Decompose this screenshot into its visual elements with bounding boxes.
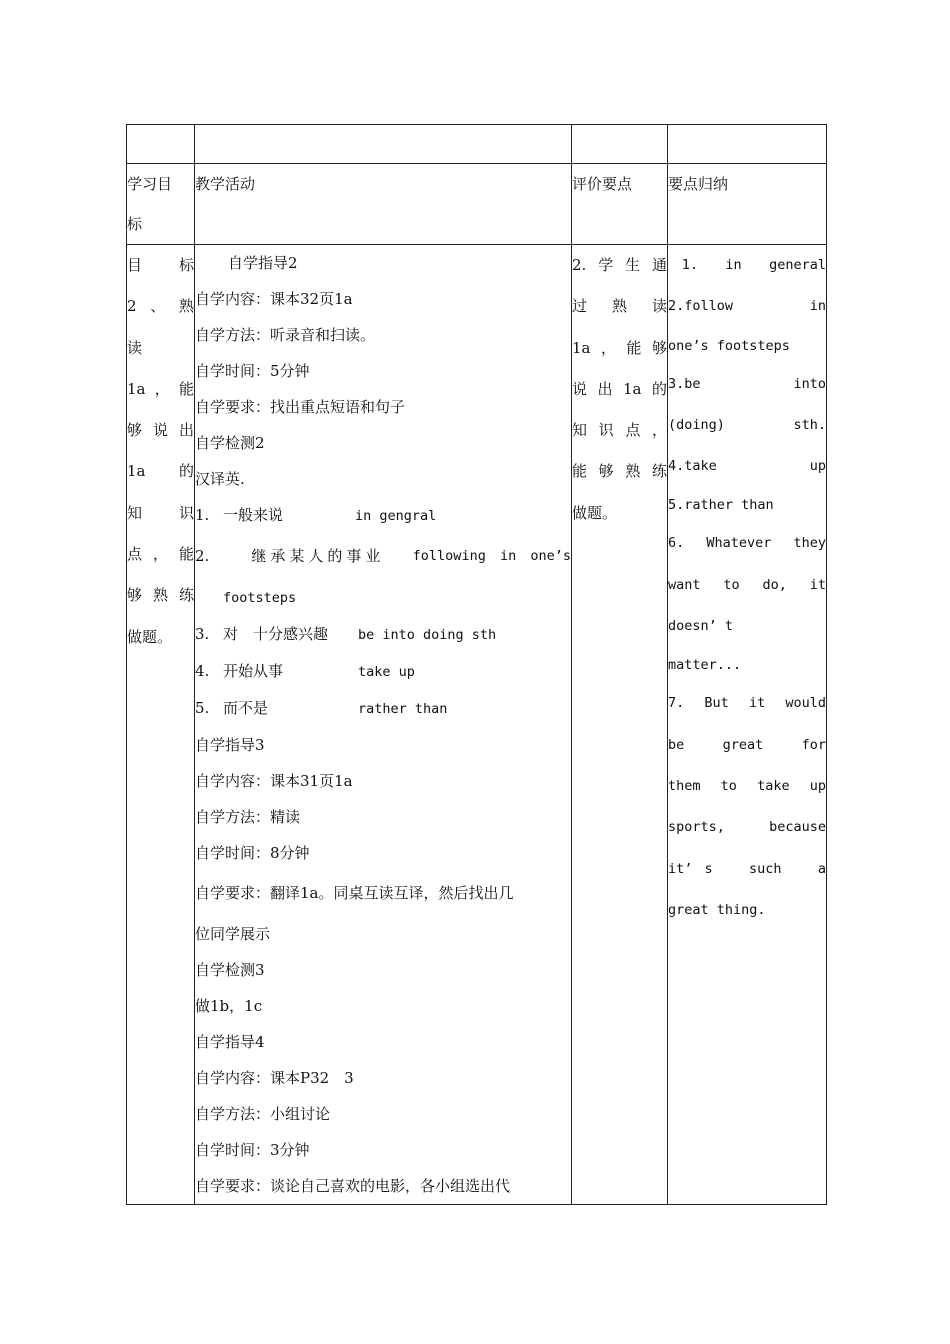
guide3-requirement-continued: 位同学展示	[195, 925, 271, 943]
summary-line: matter...	[668, 657, 742, 674]
item-english: following in one’s	[412, 548, 571, 564]
summary-line: 7. But it would	[668, 695, 826, 712]
goal-line: 2、熟	[127, 297, 194, 316]
header-goal-text: 学习目标	[127, 175, 173, 233]
table-empty-row	[127, 125, 827, 164]
summary-line: sports, because	[668, 819, 826, 836]
goal-line: 目 标	[127, 256, 194, 274]
item-number: 4.	[195, 662, 210, 680]
evaluation-line: 过 熟 读	[572, 297, 667, 316]
summary-line: great thing.	[668, 901, 766, 918]
item-number: 3.	[195, 625, 210, 643]
lesson-plan-table	[126, 124, 827, 1205]
goal-line: 读	[127, 338, 143, 357]
summary-line: 6. Whatever they	[668, 535, 826, 552]
summary-line: it’ s such a	[668, 860, 826, 877]
empty-cell	[572, 125, 668, 164]
item-english: footsteps	[223, 590, 297, 606]
check3-instruction: 做1b，1c	[195, 997, 263, 1015]
table-body-row	[127, 245, 827, 1205]
header-goal	[127, 164, 195, 245]
guide3-content: 自学内容：课本31页1a	[195, 772, 353, 790]
guide3-title: 自学指导3	[195, 736, 265, 754]
check2-title: 自学检测2	[195, 434, 265, 452]
summary-line: 4.take up	[668, 458, 826, 475]
guide2-time: 自学时间：5分钟	[195, 362, 310, 380]
item-number: 2.	[195, 547, 210, 565]
empty-cell	[195, 125, 572, 164]
summary-line: want to do, it	[668, 576, 826, 593]
summary-line: 3.be into	[668, 375, 826, 392]
item-number: 1.	[195, 506, 210, 524]
translation-item-continued	[195, 579, 571, 616]
item-english: be into doing sth	[358, 627, 497, 643]
summary-line: 2.follow in	[668, 298, 826, 315]
header-activity: 教学活动	[195, 164, 572, 245]
guide4-title: 自学指导4	[195, 1033, 265, 1051]
guide3-time: 自学时间：8分钟	[195, 844, 310, 862]
evaluation-cell	[572, 245, 668, 1205]
empty-cell	[127, 125, 195, 164]
guide2-method: 自学方法：听录音和扫读。	[195, 326, 376, 344]
goal-line: 做题。	[127, 627, 173, 646]
translation-item	[195, 534, 571, 579]
evaluation-line: 能够熟练	[572, 462, 667, 481]
summary-line: (doing) sth.	[668, 416, 826, 433]
summary-line: be great for	[668, 736, 826, 753]
evaluation-line: 做题。	[572, 503, 618, 522]
goal-line: 够说出	[127, 421, 194, 440]
summary-line: them to take up	[668, 777, 826, 794]
evaluation-line: 2.学生通	[572, 256, 667, 274]
summary-cell	[668, 245, 827, 1205]
guide4-requirement: 自学要求：谈论自己喜欢的电影，各小组选出代	[195, 1177, 511, 1195]
evaluation-line: 1a，能够	[572, 338, 667, 357]
goal-line: 知 识	[127, 503, 194, 522]
guide4-method: 自学方法：小组讨论	[195, 1105, 331, 1123]
translation-item	[195, 653, 571, 690]
evaluation-line: 说出1a的	[572, 379, 667, 398]
check2-instruction: 汉译英.	[195, 470, 245, 488]
goal-line: 1a 的	[127, 462, 194, 481]
goal-line: 点，能	[127, 545, 194, 564]
goal-line: 1a，能	[127, 379, 194, 398]
evaluation-line: 知识点，	[572, 421, 667, 440]
item-number: 5.	[195, 699, 210, 717]
activity-cell	[195, 245, 572, 1205]
summary-line: 5.rather than	[668, 497, 774, 514]
summary-line: 1. in general	[668, 257, 826, 273]
item-chinese: 一般来说	[223, 506, 284, 524]
guide4-content: 自学内容：课本P32 3	[195, 1069, 354, 1087]
summary-line: doesn’ t	[668, 618, 734, 635]
summary-line: one’s footsteps	[668, 337, 790, 354]
guide3-method: 自学方法：精读	[195, 808, 301, 826]
item-chinese: 而不是	[223, 699, 269, 717]
item-english: in gengral	[355, 508, 437, 524]
item-chinese: 继承某人的事业	[251, 547, 385, 565]
header-evaluation: 评价要点	[572, 164, 668, 245]
translation-item	[195, 497, 571, 534]
item-chinese: 开始从事	[223, 662, 284, 680]
guide2-title: 自学指导2	[228, 254, 298, 272]
header-summary: 要点归纳	[668, 164, 827, 245]
guide4-time: 自学时间：3分钟	[195, 1141, 310, 1159]
guide3-requirement: 自学要求：翻译1a。同桌互读互译，然后找出几	[195, 884, 514, 902]
table-header-row	[127, 164, 827, 245]
item-english: take up	[358, 664, 415, 680]
check3-title: 自学检测3	[195, 961, 265, 979]
item-chinese: 对 十分感兴趣	[223, 625, 329, 643]
guide2-requirement: 自学要求：找出重点短语和句子	[195, 398, 406, 416]
empty-cell	[668, 125, 827, 164]
translation-item	[195, 690, 571, 727]
translation-item	[195, 616, 571, 653]
item-english: rather than	[358, 701, 448, 717]
goal-cell	[127, 245, 195, 1205]
guide2-content: 自学内容：课本32页1a	[195, 290, 353, 308]
goal-line: 够熟练	[127, 586, 194, 605]
